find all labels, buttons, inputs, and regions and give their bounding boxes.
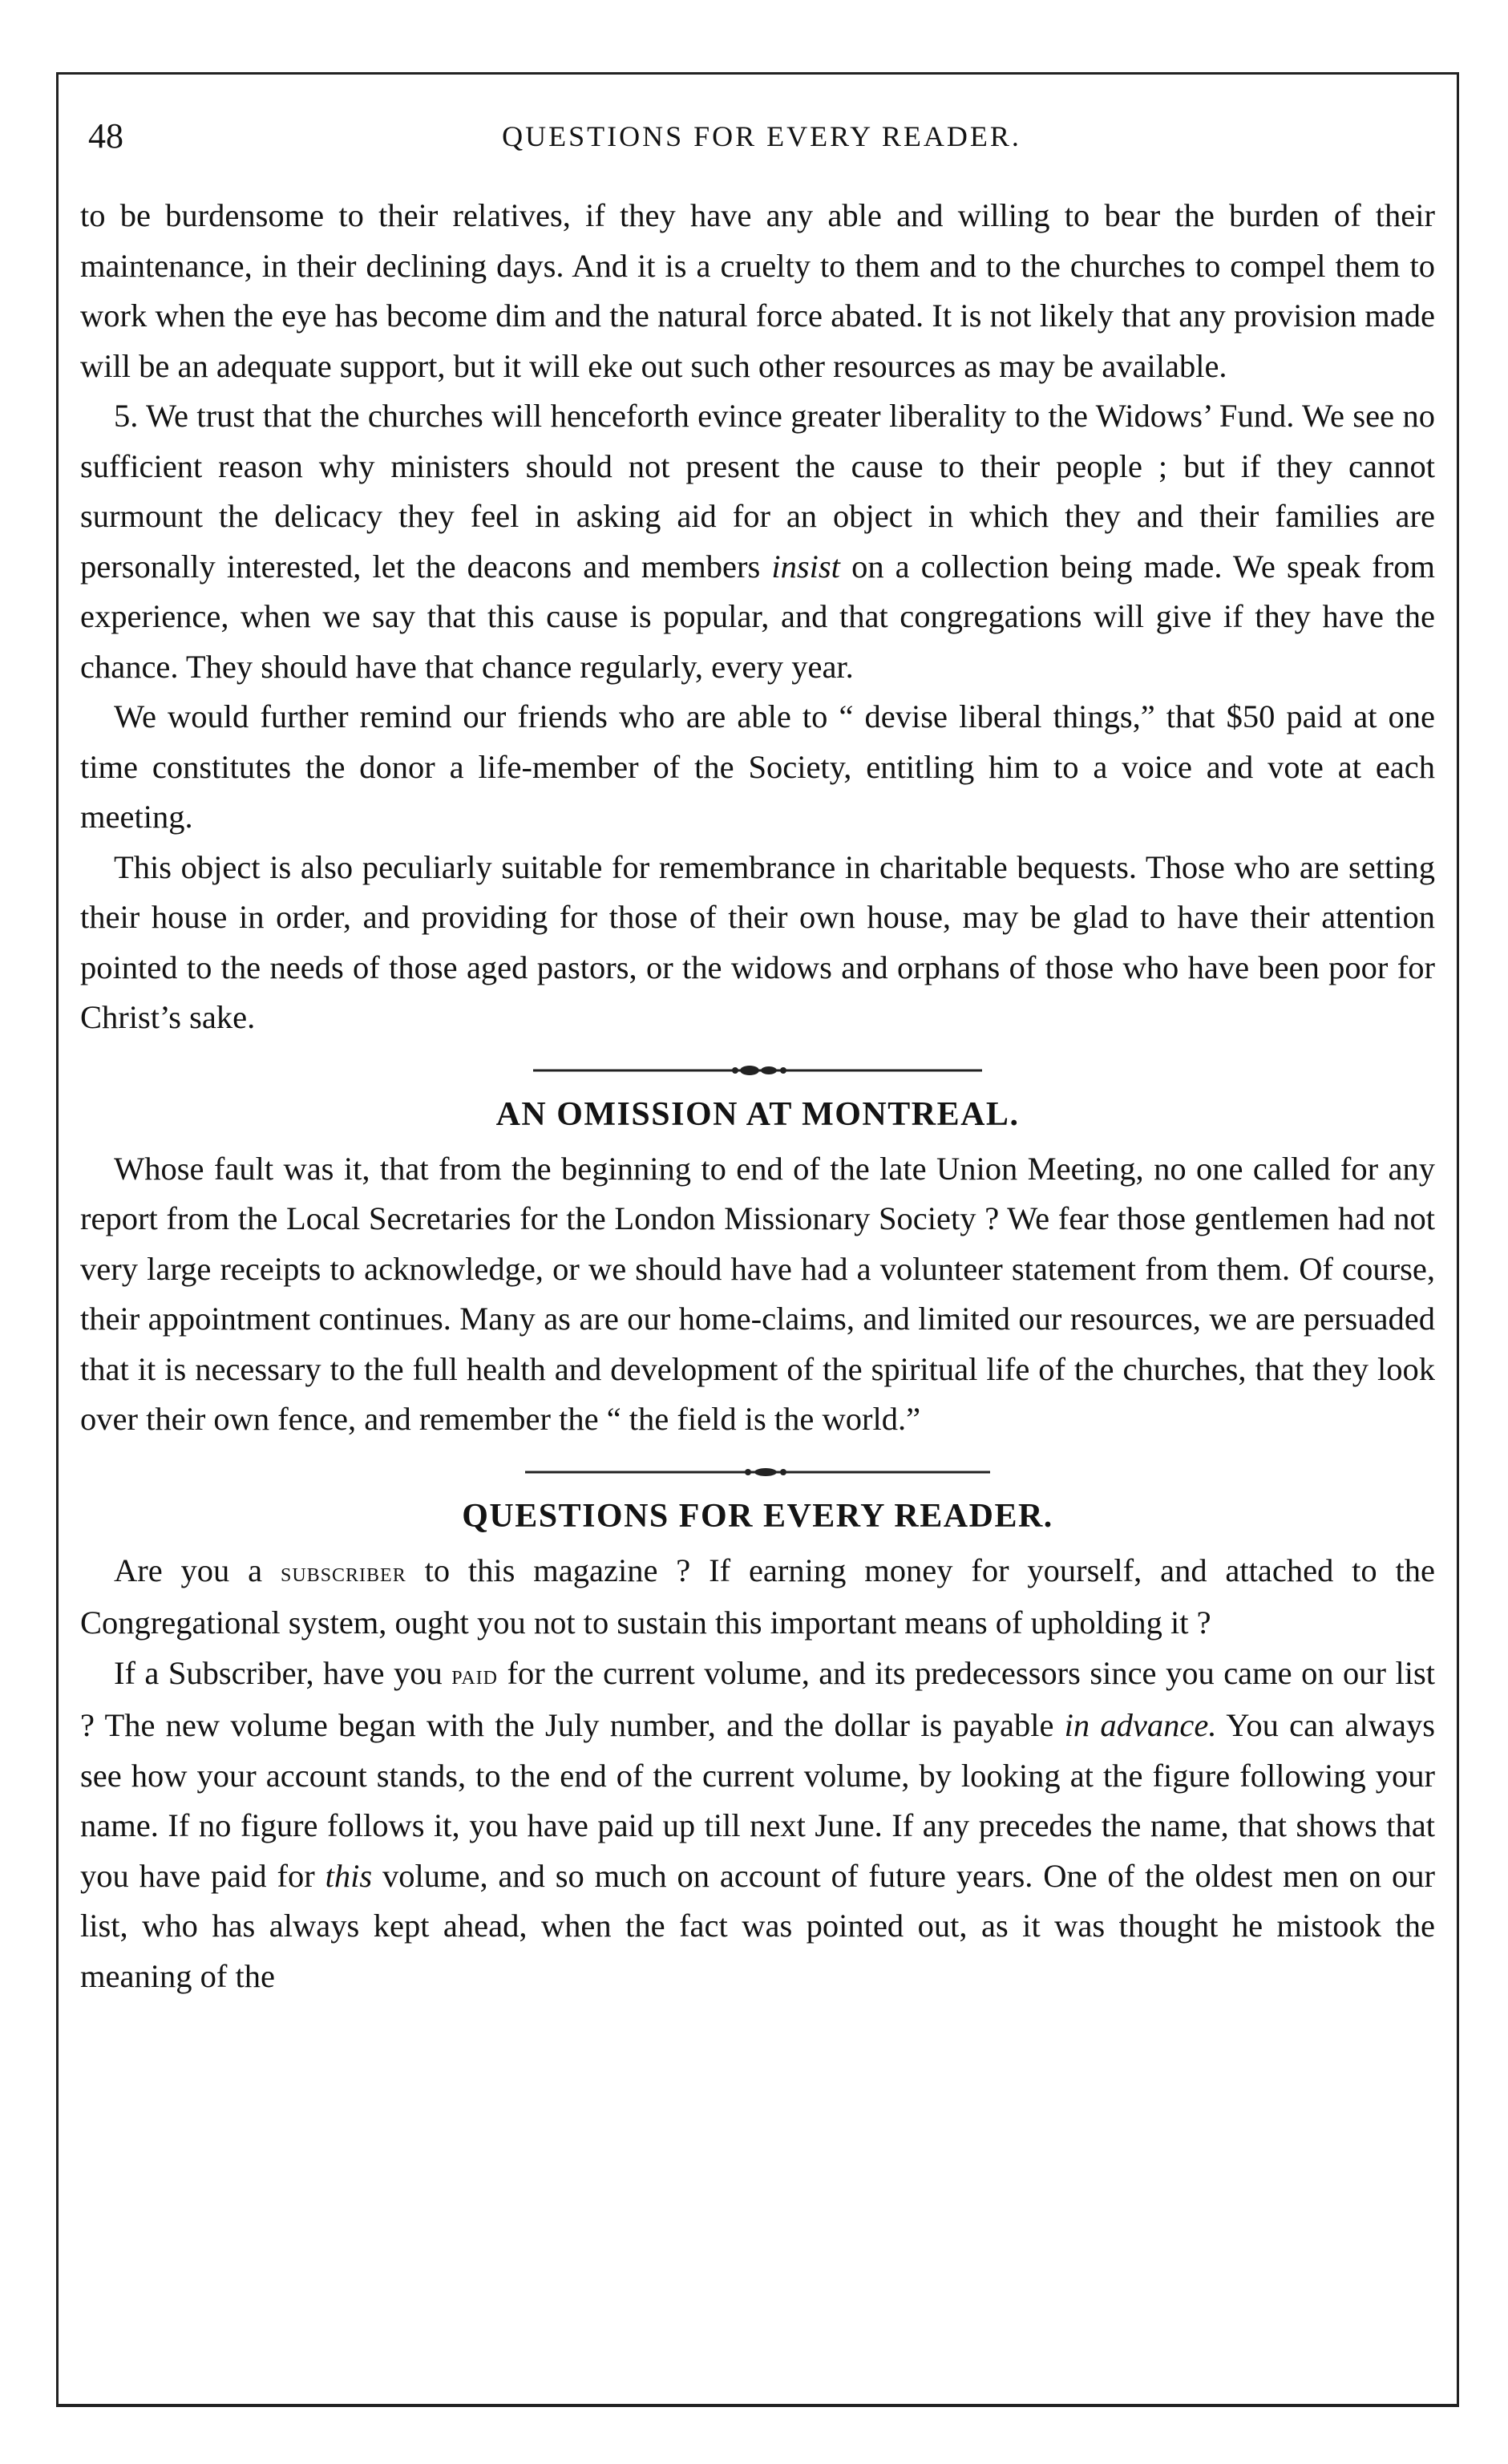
italic-this: this: [325, 1857, 373, 1894]
paragraph-widows-fund: [80, 391, 1435, 692]
paragraph-widows-fund-tail: on a collection being made. We speak from experience, when we say that this cause is popular, and that congregations will give if they have the chance. They should have that chance regularly, every year.: [80, 548, 1436, 685]
running-title: QUESTIONS FOR EVERY READER.: [502, 120, 1021, 152]
paragraph-paid-a: If a Subscriber, have you: [114, 1654, 443, 1691]
paragraph-omission: Whose fault was it, that from the beginning to end of the late Union Meeting, no one called for any report from the Local Secretaries for the London Missionary Society ? We fear those gentlemen had not very large receipts to acknowledge, or we should have had a volunteer statement from them. Of course, their appointment continues. Many as are our home-claims, and limited our resources, we are persuaded that it is necessary to the full health and development of the spiritual life of the churches, that they look over their own fence, and remember the “ the field is the world.”: [80, 1150, 1435, 1437]
paragraph-life-member: We would further remind our friends who are able to “ devise liberal things,” that $50 paid at one time constitutes the donor a life-member of the Society, entitling him to a voice and vote at each meeting.: [80, 698, 1435, 835]
paragraph-paid-d: volume, and so much on account of future years. One of the oldest men on our list, who has always kept ahead, when the fact was pointed out, as it was thought he mistook the meaning of the: [80, 1857, 1435, 1994]
paragraph-paid-b: for the current volume, and its predecessors since you came on our list ? The new volume began with the July number, and the dollar is payable: [80, 1654, 1436, 1743]
ornamental-rule-divider-2: [525, 1458, 990, 1487]
ornamental-rule-divider: [533, 1056, 982, 1085]
paragraph-widows-fund-text: 5. We trust that the churches will henceforth evince greater liberality to the Widows’ Fund. We see no sufficient reason why ministers should not present the cause to their people ; but if they cannot surmount the delicacy they feel in asking aid for an object in which they and their families are personally interested, let the deacons and members: [80, 398, 1435, 585]
paragraph-subscriber: [80, 1546, 1435, 1649]
italic-in-advance: in advance.: [1064, 1707, 1217, 1743]
smallcaps-paid: paid: [451, 1660, 498, 1690]
running-head: [80, 112, 1443, 160]
paragraph-burdensome: to be burdensome to their relatives, if they have any able and willing to bear the burden of their maintenance, in their declining days. And it is a cruelty to them and to the churches to compel them to work when the eye has become dim and the natural force abated. It is not likely that any provision made will be an adequate support, but it will eke out such other resources as may be available.: [80, 197, 1435, 384]
paragraph-subscriber-b: to this magazine ? If earning money for yourself, and attached to the Congregational system, ought you not to sustain this important means of upholding it ?: [80, 1552, 1436, 1641]
paragraph-bequests: This object is also peculiarly suitable for remembrance in charitable bequests. Those who are setting their house in order, and providing for those of their own house, may be glad to have their attention pointed to the needs of those aged pastors, or the widows and orphans of those who have been poor for Christ’s sake.: [80, 848, 1435, 1035]
page-content: [80, 191, 1435, 2001]
paragraph-subscriber-a: Are you a: [114, 1552, 263, 1588]
heading-questions-for-every-reader: QUESTIONS FOR EVERY READER.: [462, 1497, 1053, 1535]
heading-omission-at-montreal: AN OMISSION AT MONTREAL.: [495, 1095, 1020, 1133]
smallcaps-subscriber: subscriber: [281, 1557, 406, 1588]
paragraph-paid-c: You can always see how your account stands, to the end of the current volume, by looking at the figure following your name. If no figure follows it, you have paid up till next June. If any precedes the name, that shows that you have paid for: [80, 1707, 1436, 1894]
page-number: 48: [88, 116, 123, 156]
paragraph-paid: [80, 1649, 1435, 2002]
italic-insist: insist: [771, 548, 840, 585]
